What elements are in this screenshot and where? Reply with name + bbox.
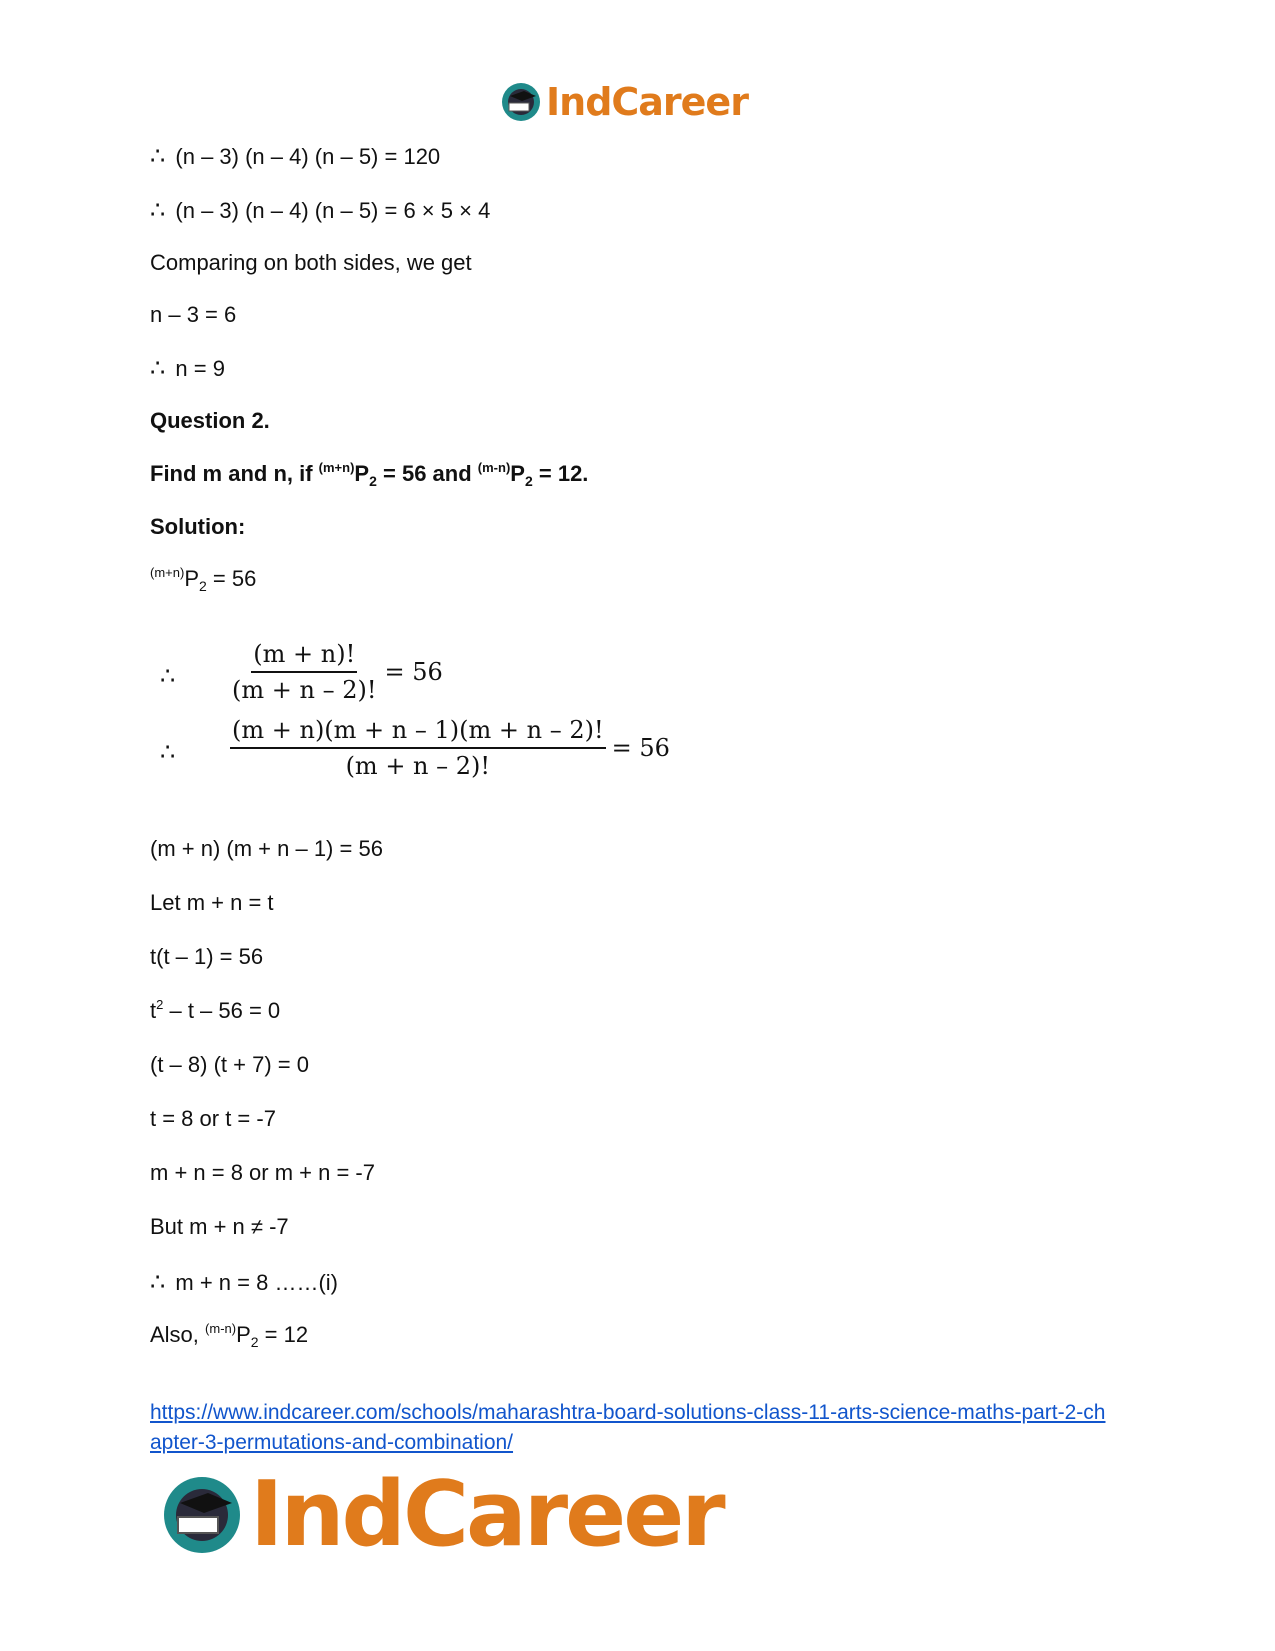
equation-line — [150, 1322, 308, 1348]
equation-text: = 56 — [206, 566, 257, 591]
graduation-cap-book-icon — [500, 81, 542, 123]
denominator: (m + n – 2)! — [345, 752, 491, 780]
graduation-cap-book-icon — [160, 1473, 244, 1557]
equation-text: (n – 3) (n – 4) (n – 5) = 120 — [175, 144, 441, 169]
equation-text: (n – 3) (n – 4) (n – 5) = 6 × 5 × 4 — [175, 198, 491, 223]
fraction — [230, 716, 606, 780]
equation-line: (m + n) (m + n – 1) = 56 — [150, 836, 383, 861]
text-line: Comparing on both sides, we get — [150, 250, 472, 275]
question-statement — [150, 461, 588, 487]
subscript: 2 — [199, 578, 207, 594]
math-image-block — [150, 640, 670, 790]
question-text: = 56 and — [376, 461, 478, 486]
equation-line: (t – 8) (t + 7) = 0 — [150, 1052, 309, 1077]
indcareer-logo-top — [500, 80, 748, 124]
fraction — [230, 640, 378, 704]
equation-line: Let m + n = t — [150, 890, 274, 915]
equation-line — [150, 566, 256, 592]
fraction-row — [230, 716, 670, 780]
superscript: 2 — [156, 997, 164, 1012]
equation-line: n – 3 = 6 — [150, 302, 237, 327]
equation-line — [150, 354, 225, 383]
equation-text: = 12 — [258, 1322, 309, 1347]
question-text: P — [510, 461, 525, 486]
superscript: (m+n) — [150, 565, 185, 580]
logo-wordmark: IndCareer — [250, 1462, 723, 1567]
equation-text: m + n = 8 ……(i) — [175, 1270, 338, 1295]
equation-line — [150, 196, 490, 225]
therefore-symbol: ∴ — [160, 739, 176, 766]
equation-line — [150, 142, 440, 171]
logo-wordmark: IndCareer — [546, 80, 748, 124]
question-title: Question 2. — [150, 408, 270, 433]
equation-text: Also, — [150, 1322, 206, 1347]
equation-line: But m + n ≠ -7 — [150, 1214, 289, 1239]
subscript: 2 — [250, 1334, 259, 1350]
source-link[interactable]: https://www.indcareer.com/schools/maharashtra-board-solutions-class-11-arts-science-maths-part-2-chapter-3-permutations-and-combination/ — [150, 1401, 1106, 1454]
numerator: (m + n)! — [251, 640, 357, 673]
numerator: (m + n)(m + n – 1)(m + n – 2)! — [230, 716, 606, 749]
fraction-equation — [150, 716, 670, 790]
fraction-equation — [150, 640, 630, 710]
equation-text: n = 9 — [175, 356, 225, 381]
equation-text: P — [236, 1322, 251, 1347]
fraction-row — [230, 640, 443, 704]
therefore-symbol: ∴ — [150, 1269, 166, 1296]
subscript: 2 — [369, 473, 377, 489]
equation-line: t(t – 1) = 56 — [150, 944, 264, 969]
rhs: = 56 — [611, 734, 670, 762]
equation-line: t = 8 or t = -7 — [150, 1106, 276, 1131]
solution-heading: Solution: — [150, 514, 246, 539]
therefore-symbol: ∴ — [160, 663, 176, 690]
equation-line — [150, 998, 280, 1024]
equation-text: P — [184, 566, 199, 591]
rhs: = 56 — [384, 658, 443, 686]
question-text: Find m and n, if — [150, 461, 319, 486]
superscript: (m-n) — [477, 460, 511, 475]
equation-line — [150, 1268, 338, 1297]
equation-text: t — [150, 998, 157, 1023]
therefore-symbol: ∴ — [150, 143, 166, 170]
equation-text: – t – 56 = 0 — [163, 998, 281, 1023]
denominator: (m + n – 2)! — [232, 676, 377, 704]
therefore-symbol: ∴ — [150, 355, 166, 382]
subscript: 2 — [524, 473, 533, 489]
equation-line: m + n = 8 or m + n = -7 — [150, 1160, 375, 1185]
question-text: = 12. — [532, 461, 589, 486]
question-text: P — [354, 461, 370, 486]
indcareer-logo-bottom — [160, 1462, 723, 1567]
superscript: (m-n) — [205, 1321, 237, 1336]
therefore-symbol: ∴ — [150, 197, 166, 224]
superscript: (m+n) — [318, 460, 355, 475]
